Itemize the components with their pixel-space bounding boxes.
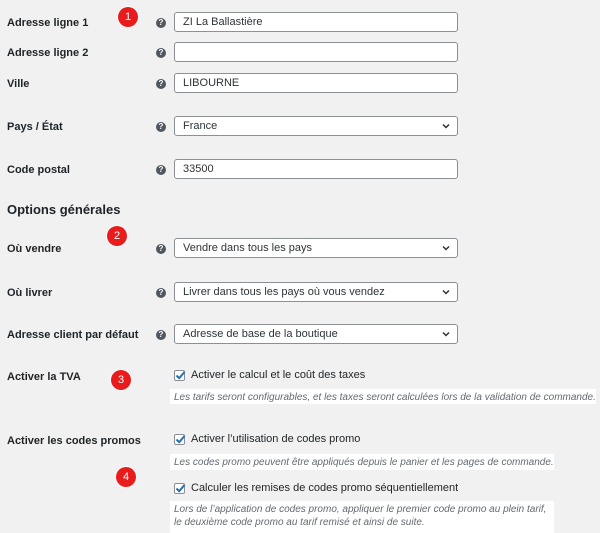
sequential-checkbox[interactable] (174, 483, 185, 494)
chevron-down-icon (441, 287, 451, 297)
annotation-badge-2: 2 (107, 226, 127, 246)
sequential-description-line-1: Lors de l’application de codes promo, appliquer le premier code promo au plein tarif, (174, 504, 547, 515)
taxes-row (174, 369, 365, 381)
help-icon[interactable]: ? (156, 48, 166, 58)
address-line-2-input[interactable] (174, 42, 458, 62)
default-address-select-value: Adresse de base de la boutique (183, 328, 338, 340)
coupons-checkbox[interactable] (174, 434, 185, 445)
taxes-checkbox-label[interactable]: Activer le calcul et le coût des taxes (191, 369, 366, 381)
postcode-label: Code postal (7, 164, 70, 176)
postcode-input[interactable]: 33500 (174, 159, 458, 179)
help-icon[interactable]: ? (156, 79, 166, 89)
ship-to-select[interactable] (174, 282, 458, 302)
city-label: Ville (7, 78, 30, 90)
country-label: Pays / État (7, 121, 63, 133)
default-address-label: Adresse client par défaut (7, 329, 139, 341)
checkmark-icon (174, 433, 187, 446)
annotation-badge-3: 3 (111, 370, 131, 390)
checkmark-icon (174, 482, 187, 495)
general-options-heading: Options générales (7, 202, 121, 217)
address-line-2-label: Adresse ligne 2 (7, 47, 89, 59)
country-select-value: France (183, 120, 218, 132)
default-address-select[interactable] (174, 324, 458, 344)
annotation-badge-1: 1 (118, 7, 138, 27)
address-line-1-label: Adresse ligne 1 (7, 17, 89, 29)
address-line-1-input[interactable]: ZI La Ballastière (174, 12, 458, 32)
help-icon[interactable]: ? (156, 122, 166, 132)
coupons-label: Activer les codes promos (7, 435, 141, 447)
help-icon[interactable]: ? (156, 288, 166, 298)
sequential-row (174, 482, 458, 494)
sequential-description-line-2: le deuxième code promo au tarif remisé et ainsi de suite. (174, 517, 425, 528)
sell-to-select[interactable] (174, 238, 458, 258)
coupons-checkbox-label[interactable]: Activer l’utilisation de codes promo (191, 433, 361, 445)
coupons-description: Les codes promo peuvent être appliqués depuis le panier et les pages de commande. (174, 457, 554, 468)
chevron-down-icon (441, 243, 451, 253)
sell-to-select-value: Vendre dans tous les pays (183, 242, 313, 254)
taxes-checkbox[interactable] (174, 370, 185, 381)
help-icon[interactable]: ? (156, 244, 166, 254)
annotation-badge-4: 4 (116, 467, 136, 487)
help-icon[interactable]: ? (156, 165, 166, 175)
chevron-down-icon (441, 329, 451, 339)
taxes-description: Les tarifs seront configurables, et les taxes seront calculées lors de la validation de commande. (174, 392, 596, 403)
city-input[interactable]: LIBOURNE (174, 73, 458, 93)
ship-to-label: Où livrer (7, 287, 53, 299)
help-icon[interactable]: ? (156, 330, 166, 340)
help-icon[interactable]: ? (156, 18, 166, 28)
sequential-checkbox-label[interactable]: Calculer les remises de codes promo séquentiellement (191, 482, 459, 494)
ship-to-select-value: Livrer dans tous les pays où vous vendez (183, 286, 385, 298)
coupons-row (174, 433, 360, 445)
sell-to-label: Où vendre (7, 243, 62, 255)
checkmark-icon (174, 369, 187, 382)
country-select[interactable] (174, 116, 458, 136)
chevron-down-icon (441, 121, 451, 131)
taxes-label: Activer la TVA (7, 371, 81, 383)
